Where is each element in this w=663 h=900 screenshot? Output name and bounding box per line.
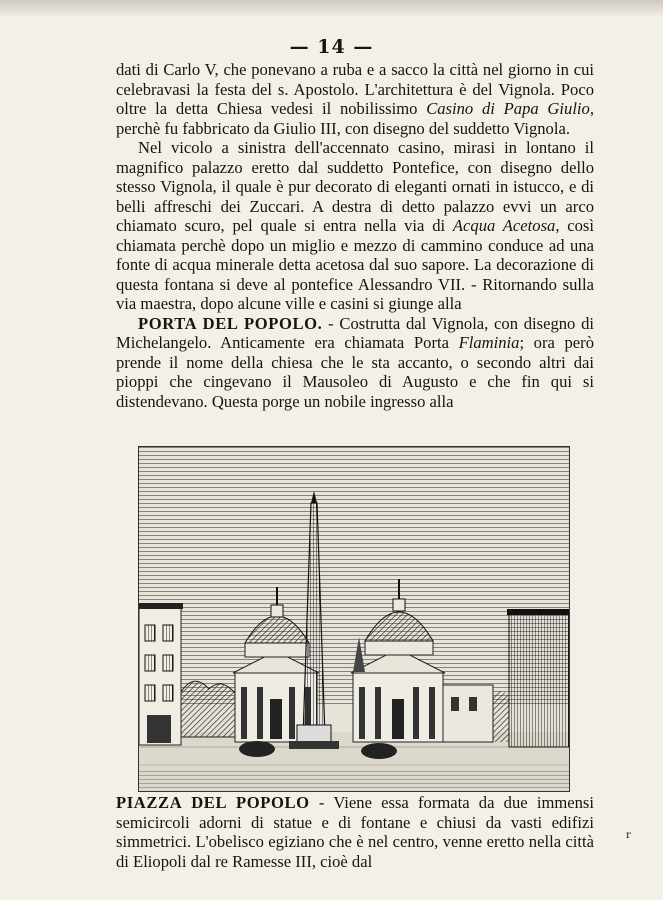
casino-papa-giulio-italic: Casino di Papa Giulio	[426, 99, 590, 118]
paragraph-piazza-del-popolo: PIAZZA DEL POPOLO - Viene essa formata da due immensi semicircoli adorni di statue e di fontane e chiusi da vasti edifizi simmetrici. L'obelisco egiziano che è nel centro, venne eretto nella città di Eliopoli dal re Ramesse III, cioè dal	[116, 793, 595, 871]
margin-stray-mark: r	[626, 830, 631, 841]
fountain-left	[239, 741, 275, 757]
paragraph-porta-del-popolo: PORTA DEL POPOLO. - Costrutta dal Vignola, con disegno di Michelangelo. Anticamente era chiamata Porta Flaminia; ora però prende il nome della chiesa che le sta accanto, o secondo altri dai pioppi che cingevano il Mausoleo di Augusto e che fin qui si distendevano. Questa porge un nobile ingresso alla	[116, 313, 594, 411]
bottom-text-block	[116, 793, 594, 871]
page-number: — 14 —	[289, 36, 374, 58]
piazza-del-popolo-heading: PIAZZA DEL POPOLO	[116, 793, 310, 812]
top-text-block	[116, 60, 594, 411]
left-building	[139, 603, 183, 745]
trees-left	[181, 681, 235, 737]
page-top-shadow	[0, 0, 663, 18]
acqua-acetosa-italic: Acqua Acetosa	[452, 216, 556, 235]
foreground	[139, 769, 569, 791]
flaminia-italic: Flaminia	[458, 333, 520, 352]
engraving-piazza-del-popolo	[138, 446, 570, 792]
fountain-right	[361, 743, 397, 759]
engraving-illustration	[139, 447, 569, 791]
porta-del-popolo-heading: PORTA DEL POPOLO.	[138, 313, 323, 333]
paragraph-carlo-v: dati di Carlo V, che ponevano a ruba e a sacco la città nel giorno in cui celebravasi la festa del s. Apostolo. L'architettura è del Vignola. Poco oltre la detta Chiesa vedesi il nobilissimo Casino di Papa Giulio, perchè fu fabbricato da Giulio III, con disegno del suddetto Vignola.	[116, 60, 594, 138]
paragraph-vicolo: Nel vicolo a sinistra dell'accennato casino, mirasi in lontano il magnifico palazzo eretto dal suddetto Pontefice, con disegno dello stesso Vignola, il quale è pur decorato di eleganti ornati in istucco, e di belli affreschi dei Zuccari. A destra di detto palazzo evvi un arco chiamato scuro, pel quale si entra nella via di Acqua Acetosa, così chiamata perchè dopo un miglio e mezzo di cammino conduce ad una fonte di acqua minerale detta acetosa dal suo sapore. La decorazione di questa fontana si deve al pontefice Alessandro VII. - Ritornando sulla via maestra, dopo alcune ville e casini si giunge alla	[116, 138, 594, 313]
